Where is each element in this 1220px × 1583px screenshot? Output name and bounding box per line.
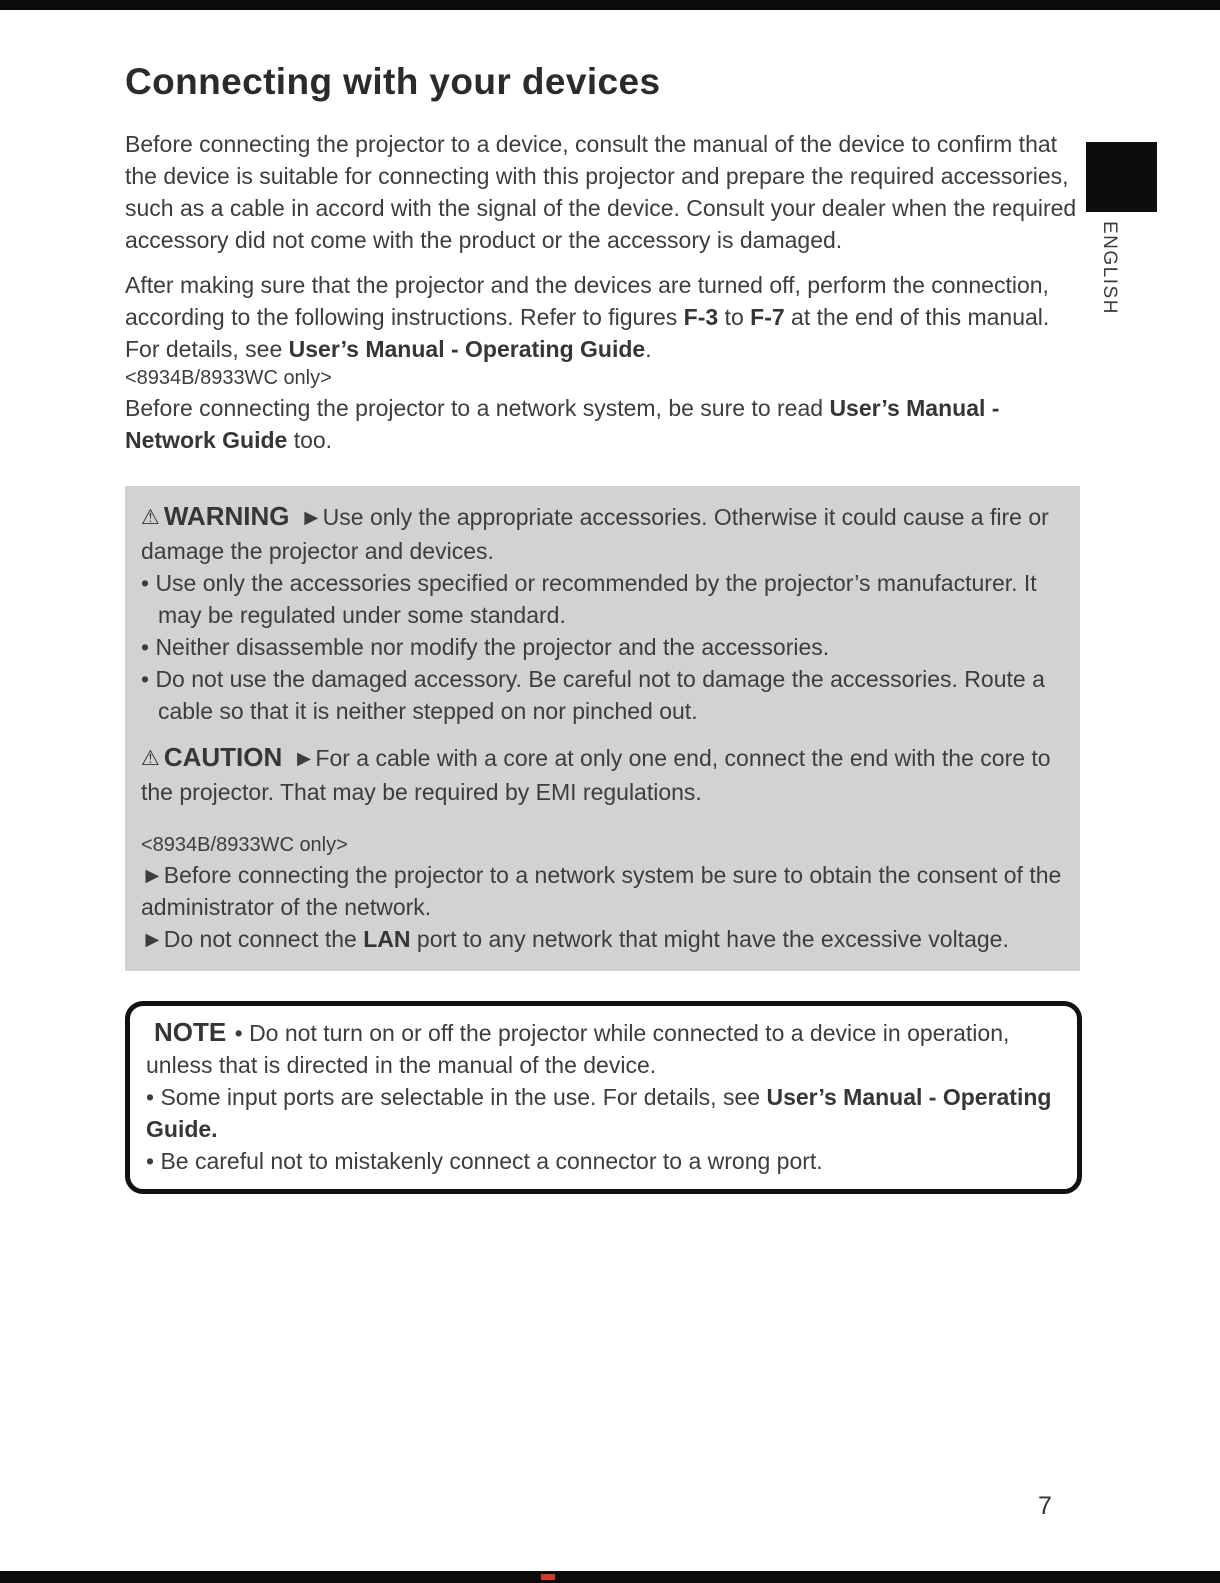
page-title: Connecting with your devices xyxy=(125,61,661,102)
note-item: • Be careful not to mistakenly connect a connector to a wrong port. xyxy=(146,1148,823,1175)
warning-bullet: • Neither disassemble nor modify the projector and the accessories. xyxy=(141,634,830,661)
caution-icon: ⚠ xyxy=(141,747,160,771)
warning-bullet: • Use only the accessories specified or recommended by the projector’s manufacturer. It may be regulated under some standard. xyxy=(141,570,1037,629)
warning-text: ►Use only the appropriate accessories. Otherwise it could cause a fire or damage the projector and devices. xyxy=(141,504,1049,565)
page-number: 7 xyxy=(1038,1492,1052,1520)
network-guide-note: Before connecting the projector to a network system, be sure to read User’s Manual - Network Guide too. xyxy=(125,395,1000,454)
warning-box xyxy=(125,486,1080,971)
network-warning-item: ►Do not connect the LAN port to any network that might have the excessive voltage. xyxy=(141,926,1009,953)
caution-label: CAUTION xyxy=(163,742,283,773)
language-tab xyxy=(1086,142,1157,212)
note-box xyxy=(125,1001,1082,1194)
model-only-note: <8934B/8933WC only> xyxy=(125,367,332,390)
caution-paragraph xyxy=(141,741,1064,808)
scan-edge-bottom xyxy=(0,1571,1220,1583)
scan-edge-top xyxy=(0,0,1220,10)
warning-bullet: • Do not use the damaged accessory. Be careful not to damage the accessories. Route a cable so that it is neither stepped on nor pinched out. xyxy=(141,666,1045,725)
warning-label: WARNING xyxy=(163,501,290,532)
scan-red-mark xyxy=(541,1574,555,1580)
intro-paragraph-2: After making sure that the projector and the devices are turned off, perform the connection, according to the following instructions. Refer to figures F-3 to F-7 at the end of this manual. For details, see User’s Manual - Operating Guide. xyxy=(125,272,1050,363)
warning-icon: ⚠ xyxy=(141,506,160,530)
note-paragraph-1 xyxy=(146,1016,1061,1081)
warning-box-model-note: <8934B/8933WC only> xyxy=(141,834,348,857)
note-item: • Some input ports are selectable in the use. For details, see User’s Manual - Operating Guide. xyxy=(146,1084,1052,1143)
warning-paragraph xyxy=(141,500,1064,567)
language-tab-label: ENGLISH xyxy=(1099,221,1120,315)
intro-paragraph-1: Before connecting the projector to a device, consult the manual of the device to confirm that the device is suitable for connecting with this projector and prepare the required accessories, such as a cable in accord with the signal of the device. Consult your dealer when the required accessory did not come with the product or the accessory is damaged. xyxy=(125,131,1077,254)
page-content xyxy=(125,60,1080,1194)
caution-text: ►For a cable with a core at only one end, connect the end with the core to the projector. That may be required by EMI regulations. xyxy=(141,745,1051,806)
network-warning-item: ►Before connecting the projector to a network system be sure to obtain the consent of the administrator of the network. xyxy=(141,862,1062,921)
note-item: • Do not turn on or off the projector while connected to a device in operation, unless that is directed in the manual of the device. xyxy=(146,1020,1010,1079)
note-label: NOTE xyxy=(154,1017,227,1048)
